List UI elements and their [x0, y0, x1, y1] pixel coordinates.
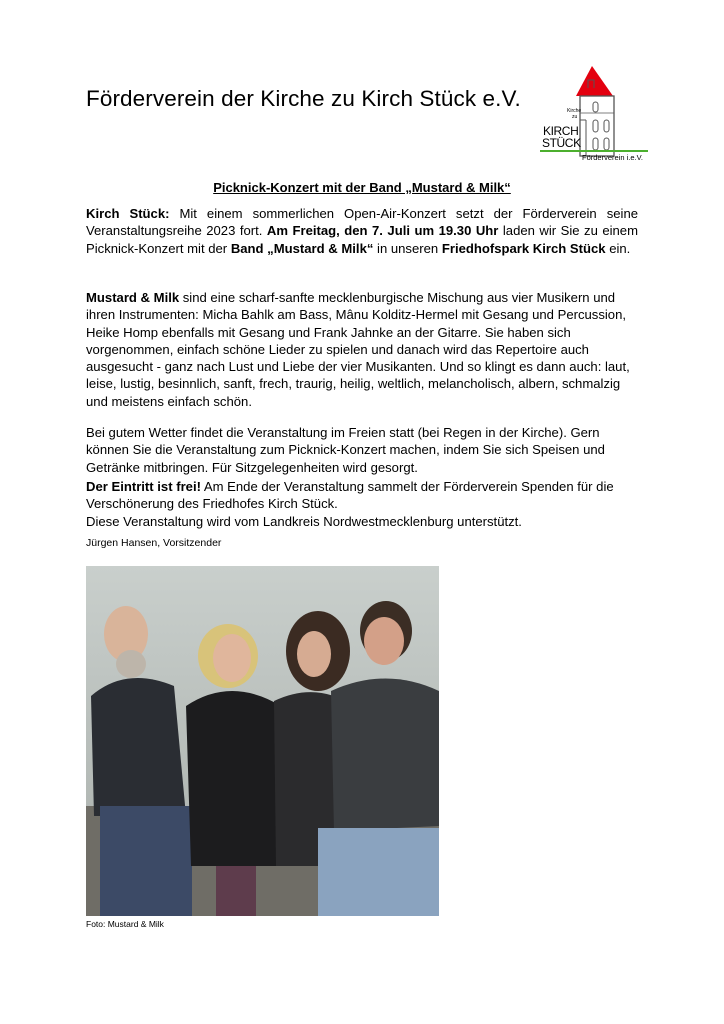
text-segment: Diese Veranstaltung wird vom Landkreis Nordwestmecklenburg unterstützt.	[86, 513, 522, 529]
text-segment: Am Ende der Veranstaltung sammelt der Förderverein Spenden für die Verschönerung des Friedhofes Kirch Stück.	[86, 479, 614, 512]
logo-text-stueck: STÜCK	[542, 136, 581, 150]
logo-text-zu: zu	[572, 114, 578, 120]
church-tower-icon	[536, 58, 652, 168]
text-segment: in unseren	[373, 240, 442, 256]
text-segment: Mit einem sommerlichen Open-Air-Konzert setzt der Förderverein seine Veranstaltungsreihe 2023 fort.	[86, 206, 639, 239]
bold-location: Kirch Stück:	[86, 206, 170, 221]
bold-band: Band „Mustard & Milk“	[230, 240, 374, 256]
page-header-title: Förderverein der Kirche zu Kirch Stück e.V.	[86, 86, 521, 111]
church-logo	[536, 58, 652, 168]
paragraph-admission	[86, 478, 638, 530]
band-photo	[86, 566, 439, 916]
paragraph-weather: Bei gutem Wetter findet die Veranstaltung im Freien statt (bei Regen in der Kirche). Gern können Sie die Veranstaltung zum Picknick-Konzert machen, indem Sie sich Speisen und Getränke mitbringen. Für Sitzgelegenheiten wird gesorgt.	[86, 425, 605, 475]
bold-band-name: Mustard & Milk	[86, 290, 180, 305]
logo-text-kirche: Kirche	[567, 108, 582, 114]
text-segment: ein.	[605, 240, 631, 256]
paragraph-intro	[86, 205, 638, 257]
signature: Jürgen Hansen, Vorsitzender	[86, 537, 222, 549]
paragraph-band	[86, 289, 638, 410]
bold-venue: Friedhofspark Kirch Stück	[441, 240, 606, 256]
bold-free-entry: Der Eintritt ist frei!	[86, 479, 201, 494]
article-headline: Picknick-Konzert mit der Band „Mustard & Milk“	[213, 180, 511, 195]
logo-text-kirch: KIRCH	[543, 124, 579, 138]
text-segment: laden wir Sie zu einem Picknick-Konzert mit der	[86, 223, 638, 256]
logo-text-verein: Förderverein i.e.V.	[582, 153, 644, 162]
photo-caption: Foto: Mustard & Milk	[86, 919, 164, 929]
text-segment: sind eine scharf-sanfte mecklenburgische Mischung aus vier Musikern und ihren Instrumenten: Micha Bahlk am Bass, Mânu Kolditz-Hermel mit Gesang und Percussion, Heike Homp ebenfalls mit Gesang und Frank Jahnke an der Gitarre. Sie haben sich vorgenommen, einfach schöne Lieder zu spielen und danach wird das Repertoire auch ausgesucht - ganz nach Lust und Liebe der vier Musikanten. Und so klingt es dann auch: laut, leise, lustig, besinnlich, sanft, frech, traurig, heilig, weltlich, melancholisch, albern, schmalzig und meistens einfach schön.	[86, 290, 630, 409]
bold-date: Am Freitag, den 7. Juli um 19.30 Uhr	[266, 223, 499, 239]
